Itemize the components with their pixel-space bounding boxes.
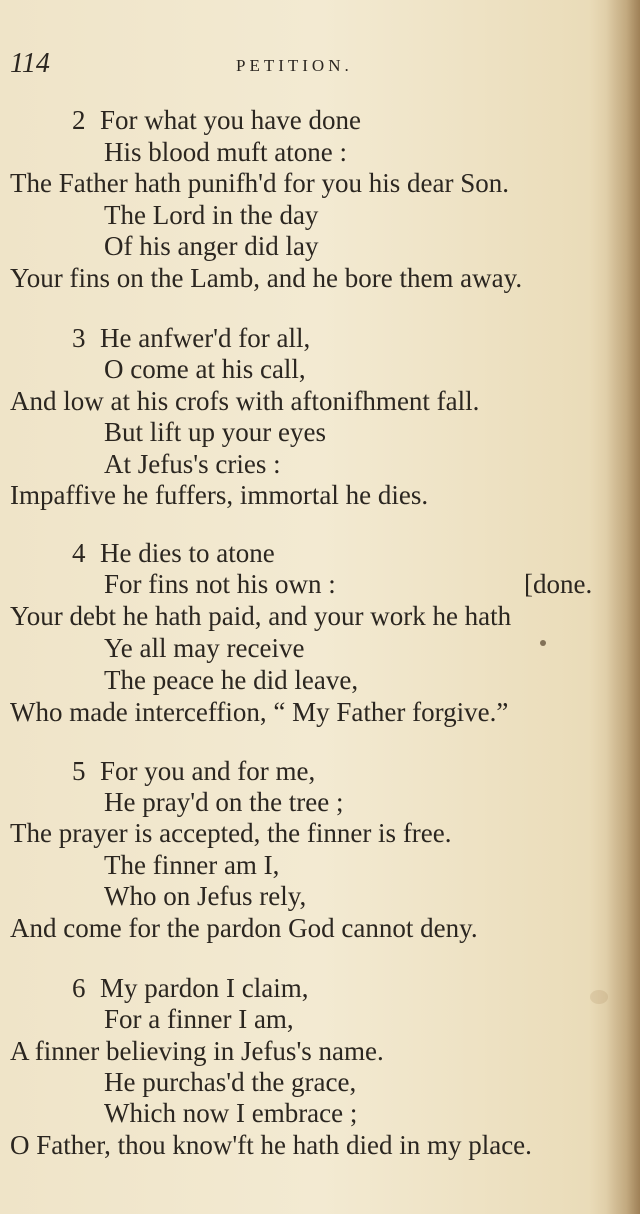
page-edge-shadow: [606, 0, 640, 1214]
stanza-2-line-1: 2 For what you have done: [72, 105, 361, 135]
paper-stain: [590, 990, 608, 1004]
stanza-number: 2: [72, 105, 86, 135]
stanza-6-line-4: He purchas'd the grace,: [104, 1067, 357, 1097]
page-number: 114: [10, 48, 50, 79]
stanza-4-line-2: For fins not his own :: [104, 569, 336, 599]
stanza-number: 4: [72, 538, 86, 568]
running-head: PETITION.: [236, 56, 353, 75]
stanza-2-line-5: Of his anger did lay: [104, 231, 319, 261]
stanza-4-line-5: The peace he did leave,: [104, 665, 359, 695]
stanza-number: 3: [72, 323, 86, 353]
stanza-3-line-3: And low at his crofs with aftonifhment fall.: [10, 386, 480, 416]
stanza-5-line-4: The finner am I,: [104, 850, 280, 880]
stanza-2-line-4: The Lord in the day: [104, 200, 319, 230]
stanza-4-line-4: Ye all may receive: [104, 633, 305, 663]
stanza-5-line-2: He pray'd on the tree ;: [104, 787, 344, 817]
stanza-number: 6: [72, 973, 86, 1003]
stanza-3-line-4: But lift up your eyes: [104, 417, 326, 447]
stanza-6-line-5: Which now I embrace ;: [104, 1098, 358, 1128]
stanza-5-line-5: Who on Jefus rely,: [104, 881, 307, 911]
stanza-4-turnover: [done.: [524, 569, 593, 599]
stanza-3-line-2: O come at his call,: [104, 354, 306, 384]
stanza-number: 5: [72, 756, 86, 786]
stanza-6-line-6: O Father, thou know'ft he hath died in my place.: [10, 1130, 532, 1160]
ink-speck: [540, 640, 546, 646]
stanza-5-line-6: And come for the pardon God cannot deny.: [10, 913, 478, 943]
stanza-3-line-6: Impaffive he fuffers, immortal he dies.: [10, 480, 429, 510]
stanza-5-line-3: The prayer is accepted, the finner is free.: [10, 818, 452, 848]
stanza-4-line-3: Your debt he hath paid, and your work he hath: [10, 601, 512, 631]
stanza-3-line-5: At Jefus's cries :: [104, 449, 281, 479]
stanza-2-line-6: Your fins on the Lamb, and he bore them away.: [10, 263, 523, 293]
stanza-6-line-3: A finner believing in Jefus's name.: [10, 1036, 384, 1066]
stanza-6-line-1: 6 My pardon I claim,: [72, 973, 309, 1003]
stanza-2-line-3: The Father hath punifh'd for you his dear Son.: [10, 168, 510, 198]
stanza-2-line-2: His blood muft atone :: [104, 137, 347, 167]
stanza-6-line-2: For a finner I am,: [104, 1004, 294, 1034]
stanza-5-line-1: 5 For you and for me,: [72, 756, 316, 786]
stanza-3-line-1: 3 He anfwer'd for all,: [72, 323, 311, 353]
page-header: [0, 48, 640, 80]
stanza-4-line-6: Who made interceffion, “ My Father forgive.”: [10, 697, 509, 727]
stanza-4-line-1: 4 He dies to atone: [72, 538, 275, 568]
